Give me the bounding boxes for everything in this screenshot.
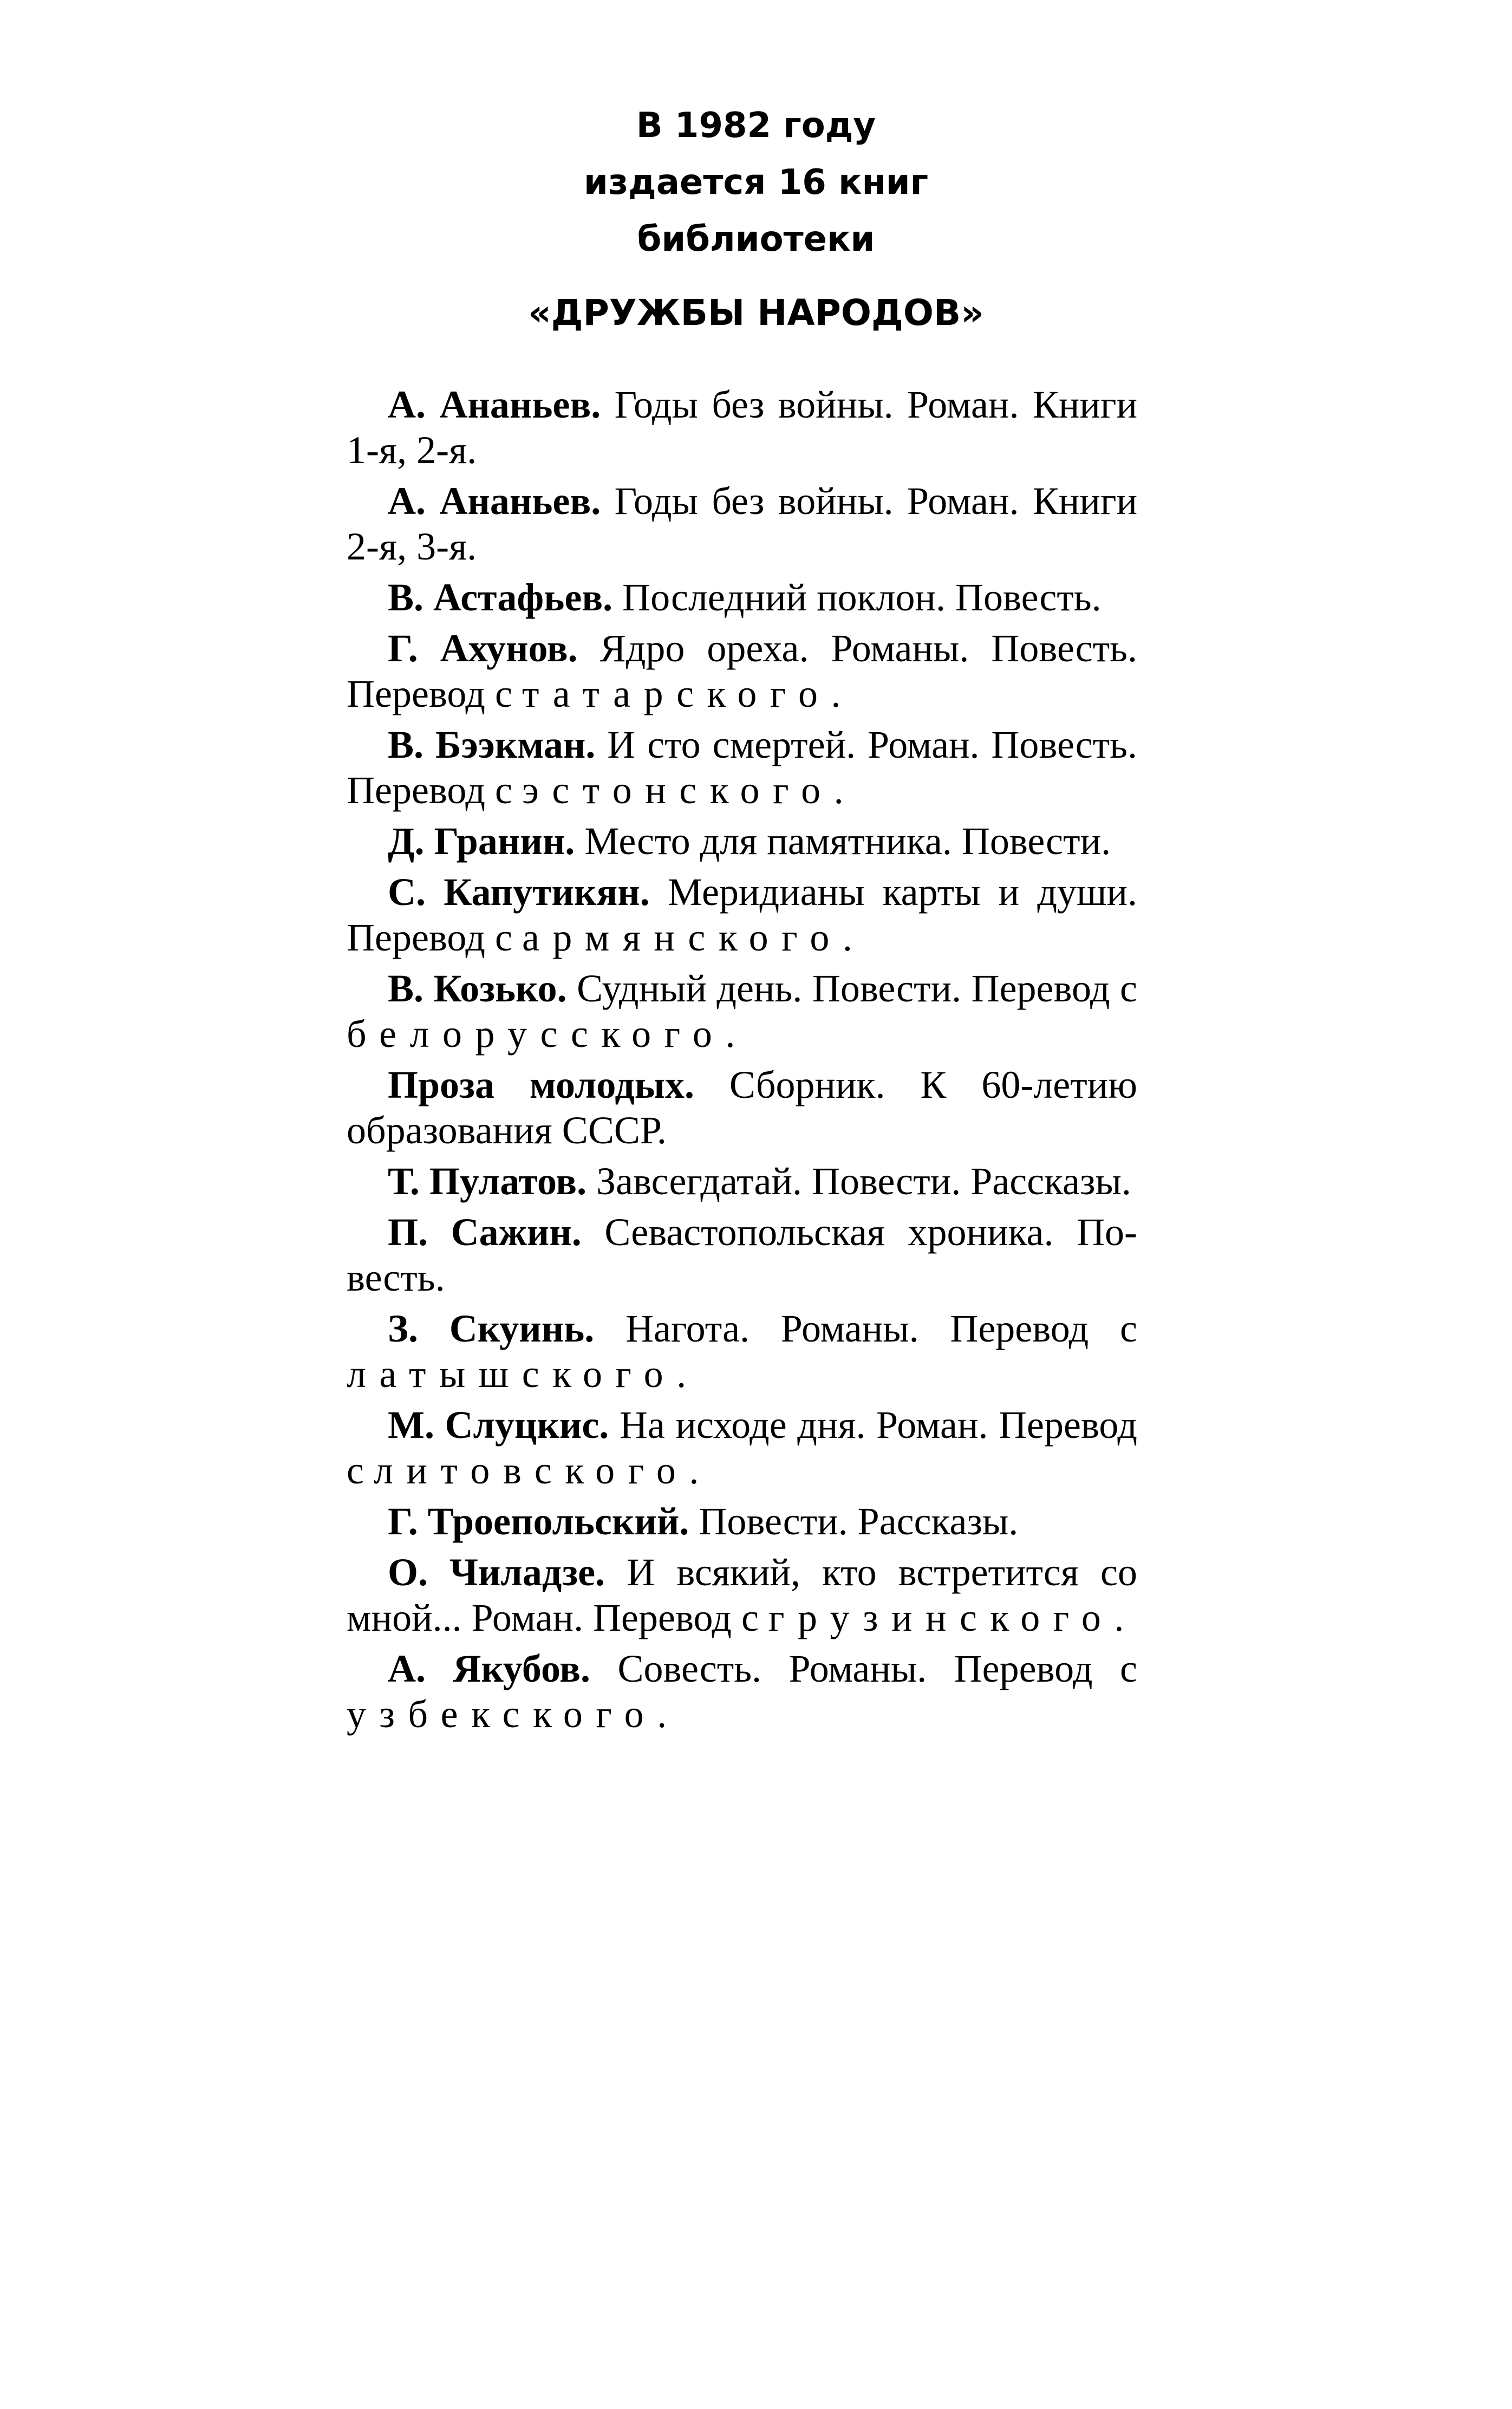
book-entry [347,1062,1137,1153]
book-entry [347,626,1137,717]
book-entry [347,1646,1137,1737]
book-list [347,382,1137,1742]
book-entry [347,966,1137,1057]
book-entry [347,1209,1137,1300]
book-translation-language: литовского. [373,1449,712,1492]
book-description: Нагота. Романы. Перевод с [594,1307,1137,1350]
book-description: И сто смертей. Роман. Повесть. Перевод с [347,723,1138,812]
book-author: А. Ананьев. [388,383,601,426]
book-translation-language: армянского. [522,916,866,959]
book-author: С. Капутикян. [388,870,650,914]
book-entry [347,575,1137,620]
book-description: Повести. Рассказы. [689,1500,1019,1543]
book-entry [347,818,1137,864]
book-translation-language: эстонского. [522,769,857,812]
book-author: П. Сажин. [388,1210,582,1254]
book-author: А. Якубов. [388,1647,591,1690]
book-entry [347,869,1137,960]
book-entry [347,1402,1137,1493]
header-count-line: издается 16 книг [584,162,928,203]
book-translation-language: узбекского. [347,1692,680,1736]
book-translation-language: грузинского. [768,1596,1137,1639]
book-description: Сборник. К 60-летию образования СССР. [347,1063,1137,1152]
book-translation-language: латышского. [347,1352,700,1396]
book-author: Проза молодых. [388,1063,694,1106]
book-description: Судный день. Повести. Перевод с [566,967,1137,1010]
book-author: З. Скуинь. [388,1307,595,1350]
header-library-line: библиотеки [637,219,875,259]
header-year-line: В 1982 году [636,106,876,146]
book-description: Последний поклон. Повесть. [612,576,1102,619]
book-translation-language: татарского. [522,672,854,715]
book-description: Завсегдатай. Повести. Рассказы. [586,1160,1131,1203]
book-author: В. Бээкман. [388,723,596,766]
book-description: И всякий, кто встретится со мной... Роман. Перевод с [347,1551,1138,1639]
book-translation-language: белорусского. [347,1012,748,1056]
book-description: Севастопольская хроника. Повесть. [347,1210,1137,1299]
book-entry [347,478,1137,569]
book-entry [347,722,1137,813]
book-description: Годы без войны. Роман. Книги 1-я, 2-я. [347,383,1138,472]
book-description: Меридианы карты и души. Перевод с [347,870,1138,959]
book-entry [347,382,1137,473]
book-description: Ядро ореха. Романы. Повесть. Перевод с [347,627,1138,715]
book-author: В. Астафьев. [388,576,613,619]
book-entry [347,1549,1137,1640]
book-entry [347,1158,1137,1204]
book-author: В. Козько. [388,967,567,1010]
book-description: Годы без войны. Роман. Книги 2-я, 3-я. [347,479,1138,568]
book-author: Д. Гранин. [388,819,575,863]
book-description: Место для памятника. Повести. [575,819,1111,863]
book-author: Г. Ахунов. [388,627,578,670]
book-author: М. Слуцкис. [388,1403,609,1447]
book-author: О. Чиладзе. [388,1551,605,1594]
book-description: Совесть. Романы. Перевод с [590,1647,1137,1690]
book-entry [347,1499,1137,1544]
header-series-title: «ДРУЖБЫ НАРОДОВ» [528,292,984,334]
book-author: А. Ананьев. [388,479,601,523]
book-author: Т. Пулатов. [388,1160,587,1203]
book-author: Г. Троепольский. [388,1500,689,1543]
book-entry [347,1306,1137,1397]
book-description: На исходе дня. Роман. Перевод с [347,1403,1137,1492]
